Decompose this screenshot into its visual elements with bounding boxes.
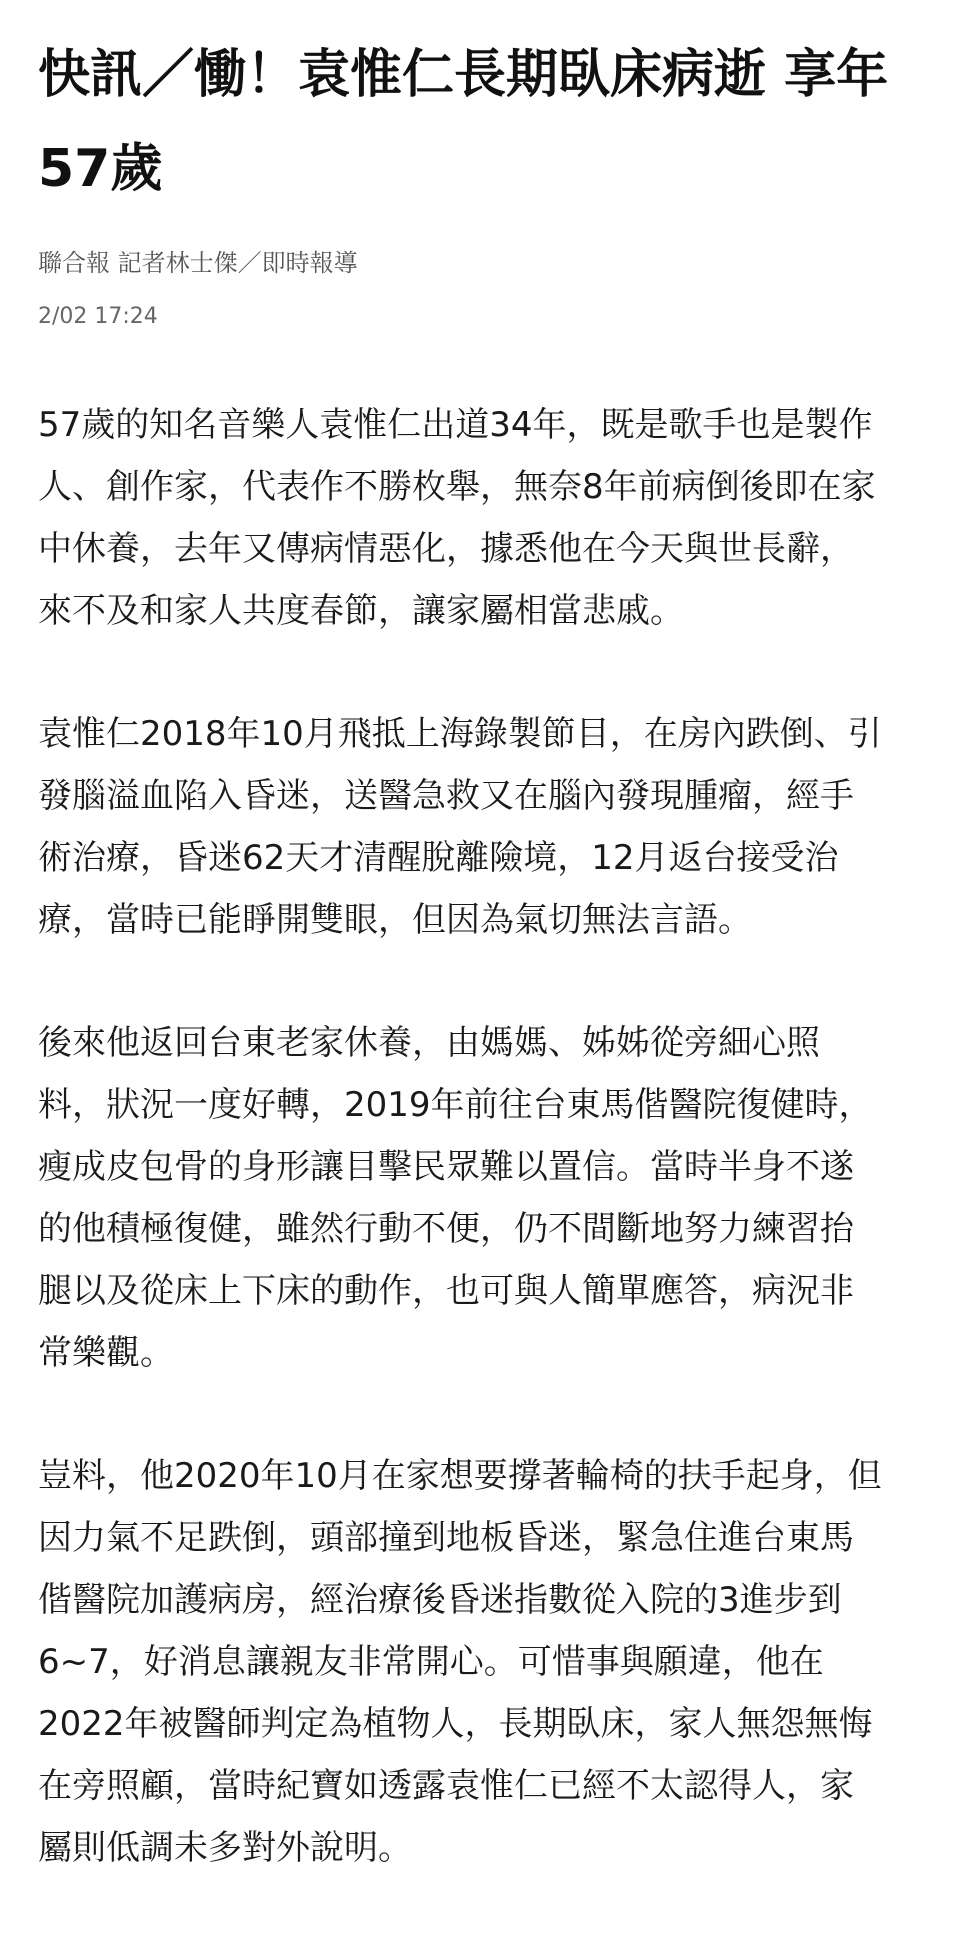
paragraph-line: 常樂觀。	[38, 1333, 174, 1373]
article	[38, 0, 928, 1940]
paragraph-line: 發腦溢血陷入昏迷，送醫急救又在腦內發現腫瘤，經手	[38, 776, 854, 816]
article-body	[38, 394, 928, 1879]
paragraph-line: 術治療，昏迷62天才清醒脫離險境，12月返台接受治	[38, 838, 839, 878]
paragraph-line: 6~7，好消息讓親友非常開心。可惜事與願違，他在	[38, 1642, 824, 1682]
paragraph-line: 豈料，他2020年10月在家想要撐著輪椅的扶手起身，但	[38, 1456, 882, 1496]
paragraph-line: 人、創作家，代表作不勝枚舉，無奈8年前病倒後即在家	[38, 467, 876, 507]
headline-line: 快訊／慟！袁惟仁長期臥床病逝 享年	[38, 45, 889, 105]
paragraph-line: 57歲的知名音樂人袁惟仁出道34年，既是歌手也是製作	[38, 405, 873, 445]
headline-line: 57歲	[38, 139, 163, 199]
paragraph-4	[38, 1445, 928, 1879]
paragraph-line: 腿以及從床上下床的動作，也可與人簡單應答，病況非	[38, 1271, 854, 1311]
paragraph-line: 袁惟仁2018年10月飛抵上海錄製節目，在房內跌倒、引	[38, 714, 882, 754]
headline	[38, 0, 928, 216]
paragraph-1	[38, 394, 928, 642]
paragraph-line: 療，當時已能睜開雙眼，但因為氣切無法言語。	[38, 900, 752, 940]
paragraph-line: 屬則低調未多對外說明。	[38, 1828, 412, 1868]
paragraph-line: 中休養，去年又傳病情惡化，據悉他在今天與世長辭，	[38, 529, 854, 569]
paragraph-line: 在旁照顧，當時紀寶如透露袁惟仁已經不太認得人，家	[38, 1766, 854, 1806]
paragraph-line: 料，狀況一度好轉，2019年前往台東馬偕醫院復健時，	[38, 1085, 873, 1125]
paragraph-line: 後來他返回台東老家休養，由媽媽、姊姊從旁細心照	[38, 1023, 820, 1063]
paragraph-line: 因力氣不足跌倒，頭部撞到地板昏迷，緊急住進台東馬	[38, 1518, 854, 1558]
paragraph-3	[38, 1012, 928, 1384]
paragraph-2	[38, 703, 928, 951]
paragraph-line: 來不及和家人共度春節，讓家屬相當悲戚。	[38, 591, 684, 631]
paragraph-line: 偕醫院加護病房，經治療後昏迷指數從入院的3進步到	[38, 1580, 842, 1620]
paragraph-line: 瘦成皮包骨的身形讓目擊民眾難以置信。當時半身不遂	[38, 1147, 854, 1187]
paragraph-line: 2022年被醫師判定為植物人，長期臥床，家人無怨無悔	[38, 1704, 873, 1744]
byline: 聯合報 記者林士傑／即時報導	[38, 249, 358, 277]
paragraph-line: 的他積極復健，雖然行動不便，仍不間斷地努力練習抬	[38, 1209, 854, 1249]
publish-timestamp: 2/02 17:24	[38, 304, 158, 329]
